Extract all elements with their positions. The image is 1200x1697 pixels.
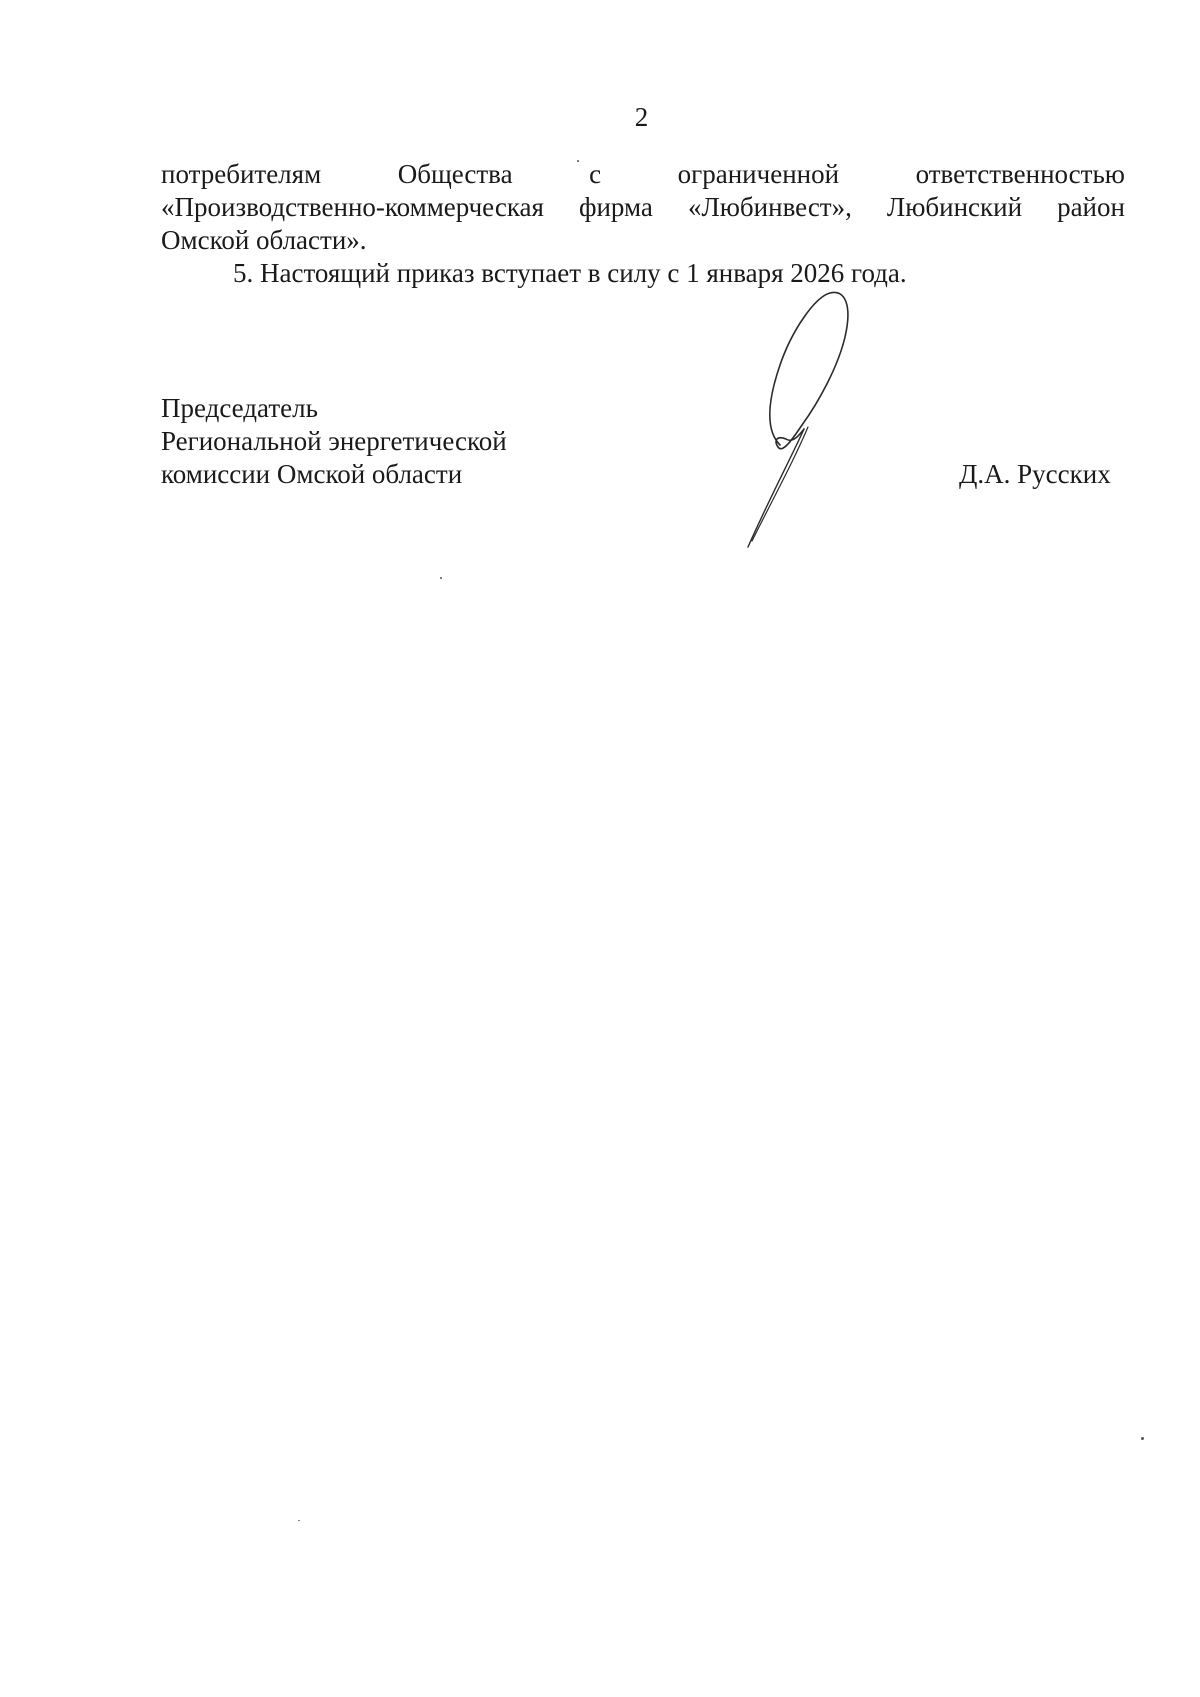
document-body — [161, 158, 1125, 290]
paragraph-line-1 — [161, 158, 1125, 191]
scan-speck — [298, 1520, 300, 1521]
position-line-2: Региональной энергетической — [161, 426, 507, 456]
signatory-name: Д.А. Русских — [959, 459, 1111, 489]
scan-speck — [440, 577, 442, 579]
position-line-3: комиссии Омской области — [161, 459, 463, 489]
signatory-position — [161, 392, 507, 491]
paragraph-line-3: Омской области». — [161, 225, 367, 255]
word: «Любинвест», — [687, 192, 852, 222]
paragraph-line-2 — [161, 191, 1125, 224]
word: район — [1057, 192, 1125, 222]
word: «Производственно-коммерческая — [161, 192, 544, 222]
position-line-1: Председатель — [161, 393, 318, 423]
scan-speck — [1141, 1437, 1144, 1440]
word: ограниченной — [677, 159, 840, 189]
page-number: 2 — [634, 102, 649, 132]
word: Общества — [397, 159, 513, 189]
word: потребителям — [161, 159, 322, 189]
item-5: 5. Настоящий приказ вступает в силу с 1 января 2026 года. — [233, 258, 907, 288]
scan-speck — [577, 160, 579, 162]
word: фирма — [578, 192, 653, 222]
handwritten-signature — [720, 285, 880, 555]
word: ответственностью — [915, 159, 1125, 189]
word: с — [589, 159, 602, 189]
word: Любинский — [886, 192, 1023, 222]
